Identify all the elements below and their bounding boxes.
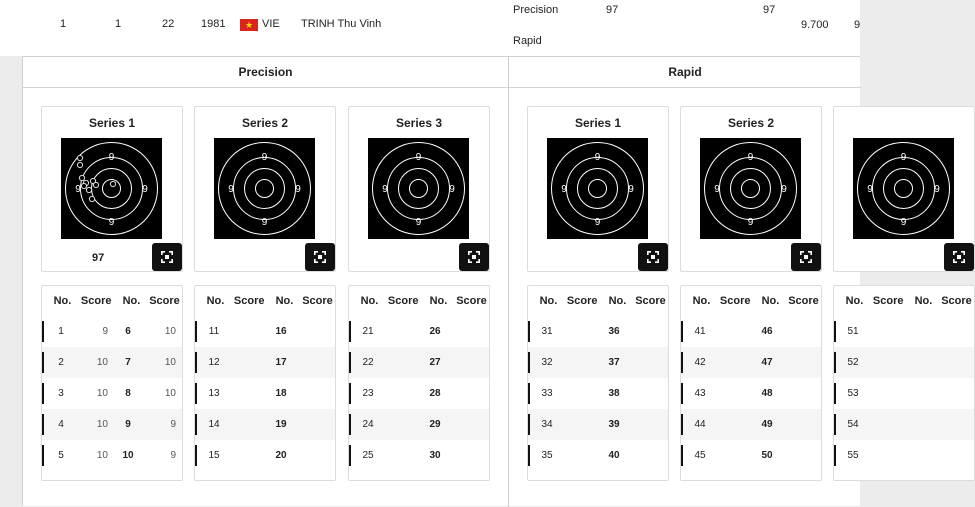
expand-button[interactable] [305, 243, 335, 271]
ring-label: 9 [142, 184, 148, 195]
bib-b: 22 [162, 18, 175, 30]
shot-number: 55 [847, 450, 859, 461]
shot-number: 29 [429, 419, 441, 430]
shot-number: 52 [847, 357, 859, 368]
score-header: Score [149, 295, 180, 307]
no-header: No. [122, 295, 141, 307]
shot-number: 10 [122, 450, 134, 461]
shot-number: 54 [847, 419, 859, 430]
series-detail-panel [22, 56, 972, 506]
expand-icon [952, 250, 966, 264]
table-row [681, 409, 821, 440]
series-score: 97 [92, 252, 105, 264]
ring-label: 9 [867, 184, 873, 195]
no-header: No. [845, 295, 864, 307]
ring-label: 9 [628, 184, 634, 195]
rank: 1 [60, 18, 67, 30]
rapid-label: Rapid [513, 35, 542, 47]
table-header [42, 286, 182, 316]
shot-number: 7 [125, 357, 131, 368]
table-row [349, 409, 489, 440]
shot-score: 10 [96, 357, 108, 368]
vietnam-flag-icon: ★ [240, 19, 258, 31]
table-row [195, 409, 335, 440]
target-icon[interactable] [853, 138, 954, 239]
stage-title: Precision [23, 57, 508, 88]
expand-button[interactable] [459, 243, 489, 271]
shot-score: 10 [164, 388, 176, 399]
shot-score: 10 [96, 450, 108, 461]
shot-number: 21 [362, 326, 374, 337]
shot-hole [89, 196, 94, 201]
shot-number: 26 [429, 326, 441, 337]
shot-number: 19 [275, 419, 287, 430]
shot-number: 35 [541, 450, 553, 461]
shot-number: 15 [208, 450, 220, 461]
series-title [834, 116, 974, 130]
table-row [195, 347, 335, 378]
shot-number: 51 [847, 326, 859, 337]
shot-number: 34 [541, 419, 553, 430]
shot-number: 50 [761, 450, 773, 461]
shot-number: 23 [362, 388, 374, 399]
shot-score: 10 [96, 419, 108, 430]
ring-label: 9 [561, 184, 567, 195]
ring-label: 9 [382, 184, 388, 195]
shot-number: 13 [208, 388, 220, 399]
ring-label: 9 [714, 184, 720, 195]
target-icon[interactable] [214, 138, 315, 239]
table-header [349, 286, 489, 316]
table-row [681, 440, 821, 471]
expand-button[interactable] [791, 243, 821, 271]
shot-number: 33 [541, 388, 553, 399]
table-row [834, 378, 974, 409]
shot-score: 9 [170, 419, 176, 430]
table-row [834, 316, 974, 347]
table-header [834, 286, 974, 316]
shot-number: 32 [541, 357, 553, 368]
shot-number: 17 [275, 357, 287, 368]
shots-table [680, 285, 822, 481]
shot-hole [81, 183, 86, 188]
series-card [527, 106, 669, 272]
table-row [349, 316, 489, 347]
table-row [195, 378, 335, 409]
score-header: Score [80, 295, 112, 307]
expand-button[interactable] [638, 243, 668, 271]
ring-label: 9 [449, 184, 455, 195]
shot-hole [79, 175, 84, 180]
series-card [194, 106, 336, 272]
shot-number: 31 [541, 326, 553, 337]
precision-score-a: 97 [606, 4, 619, 16]
shot-number: 40 [608, 450, 620, 461]
shot-score: 10 [96, 388, 108, 399]
table-row [681, 378, 821, 409]
ring-label: 9 [75, 184, 81, 195]
ring-label: 9 [900, 217, 907, 228]
shot-number: 20 [275, 450, 287, 461]
shot-number: 8 [125, 388, 131, 399]
shot-number: 46 [761, 326, 773, 337]
shot-number: 38 [608, 388, 620, 399]
shot-number: 30 [429, 450, 441, 461]
bib-a: 1 [115, 18, 122, 30]
expand-icon [313, 250, 327, 264]
table-row [681, 316, 821, 347]
table-row [528, 409, 668, 440]
ring-label: 9 [415, 152, 422, 163]
no-header: No. [608, 295, 627, 307]
shot-hole [77, 162, 82, 167]
no-header: No. [761, 295, 780, 307]
table-row [528, 440, 668, 471]
stage-title: Rapid [509, 57, 861, 88]
shot-score: 10 [164, 326, 176, 337]
expand-icon [646, 250, 660, 264]
shot-number: 44 [694, 419, 706, 430]
no-header: No. [360, 295, 379, 307]
athlete-name[interactable]: TRINH Thu Vinh [301, 18, 382, 30]
ring-label: 9 [261, 152, 268, 163]
shot-number: 4 [58, 419, 64, 430]
shot-number: 28 [429, 388, 441, 399]
score-header: Score [387, 295, 419, 307]
table-row [42, 347, 182, 378]
target-icon[interactable] [547, 138, 648, 239]
shot-number: 25 [362, 450, 374, 461]
shots-table [41, 285, 183, 481]
shot-number: 16 [275, 326, 287, 337]
ring-label: 9 [747, 152, 754, 163]
expand-icon [799, 250, 813, 264]
ring-label: 9 [415, 217, 422, 228]
shot-number: 9 [125, 419, 131, 430]
shot-score: 9 [170, 450, 176, 461]
series-title: Series 1 [574, 116, 622, 130]
score-header: Score [302, 295, 333, 307]
shot-number: 1 [58, 326, 64, 337]
series-title: Series 3 [395, 116, 443, 130]
table-row [528, 378, 668, 409]
score-header: Score [872, 295, 904, 307]
ring-label: 9 [900, 152, 907, 163]
ring-label: 9 [594, 152, 601, 163]
shot-number: 3 [58, 388, 64, 399]
shot-number: 6 [125, 326, 131, 337]
nation-code: VIE [262, 18, 280, 30]
shot-number: 39 [608, 419, 620, 430]
table-row [42, 378, 182, 409]
no-header: No. [539, 295, 558, 307]
table-row [349, 378, 489, 409]
series-title: Series 2 [241, 116, 289, 130]
table-header [195, 286, 335, 316]
shot-number: 48 [761, 388, 773, 399]
no-header: No. [914, 295, 933, 307]
expand-button[interactable] [152, 243, 182, 271]
table-row [834, 347, 974, 378]
shot-number: 47 [761, 357, 773, 368]
ring-label: 9 [781, 184, 787, 195]
shots-table [527, 285, 669, 481]
shot-score: 9 [102, 326, 108, 337]
expand-icon [467, 250, 481, 264]
shot-number: 11 [208, 326, 220, 337]
shot-number: 14 [208, 419, 220, 430]
shots-table [833, 285, 975, 481]
shot-number: 18 [275, 388, 287, 399]
score-header: Score [941, 295, 972, 307]
precision-score-b: 97 [763, 4, 776, 16]
shot-number: 41 [694, 326, 706, 337]
table-row [681, 347, 821, 378]
table-row [349, 440, 489, 471]
no-header: No. [692, 295, 711, 307]
table-header [681, 286, 821, 316]
shot-number: 49 [761, 419, 773, 430]
score-header: Score [788, 295, 819, 307]
shot-number: 36 [608, 326, 620, 337]
shot-hole [77, 155, 82, 160]
ring-label: 9 [295, 184, 301, 195]
shot-hole [93, 182, 98, 187]
score-header: Score [635, 295, 666, 307]
shot-number: 45 [694, 450, 706, 461]
series-title: Series 2 [727, 116, 775, 130]
score-header: Score [233, 295, 265, 307]
score-header: Score [456, 295, 487, 307]
birth-year: 1981 [201, 18, 226, 30]
target-icon[interactable] [368, 138, 469, 239]
table-header [528, 286, 668, 316]
series-card [680, 106, 822, 272]
ring-label: 9 [228, 184, 234, 195]
expand-icon [160, 250, 174, 264]
total-score: 9.700 [801, 19, 829, 31]
series-card [41, 106, 183, 272]
shots-table [194, 285, 336, 481]
no-header: No. [206, 295, 225, 307]
no-header: No. [275, 295, 294, 307]
table-row [834, 440, 974, 471]
shot-number: 24 [362, 419, 374, 430]
shot-score: 10 [164, 357, 176, 368]
shots-table [348, 285, 490, 481]
athlete-result-row[interactable] [0, 0, 860, 56]
expand-button[interactable] [944, 243, 974, 271]
shot-number: 12 [208, 357, 220, 368]
no-header: No. [429, 295, 448, 307]
table-row [195, 316, 335, 347]
table-row [42, 316, 182, 347]
series-card [833, 106, 975, 272]
table-row [42, 409, 182, 440]
shot-hole [110, 181, 115, 186]
precision-label: Precision [513, 4, 559, 16]
shot-number: 22 [362, 357, 374, 368]
no-header: No. [53, 295, 72, 307]
shot-number: 2 [58, 357, 64, 368]
ring-label: 9 [108, 217, 115, 228]
table-row [834, 409, 974, 440]
table-row [528, 347, 668, 378]
series-title: Series 1 [88, 116, 136, 130]
ring-label: 9 [747, 217, 754, 228]
shot-number: 37 [608, 357, 620, 368]
table-row [42, 440, 182, 471]
score-header: Score [566, 295, 598, 307]
series-card [348, 106, 490, 272]
score-header: Score [719, 295, 751, 307]
shot-number: 27 [429, 357, 441, 368]
table-row [528, 316, 668, 347]
target-icon[interactable] [700, 138, 801, 239]
target-icon[interactable] [61, 138, 162, 239]
shot-number: 43 [694, 388, 706, 399]
ring-label: 9 [934, 184, 940, 195]
total-score-truncated: 9 [854, 19, 861, 31]
ring-label: 9 [261, 217, 268, 228]
shot-number: 5 [58, 450, 64, 461]
ring-label: 9 [594, 217, 601, 228]
shot-number: 53 [847, 388, 859, 399]
table-row [195, 440, 335, 471]
shot-number: 42 [694, 357, 706, 368]
table-row [349, 347, 489, 378]
ring-label: 9 [108, 152, 115, 163]
shot-hole [86, 187, 91, 192]
